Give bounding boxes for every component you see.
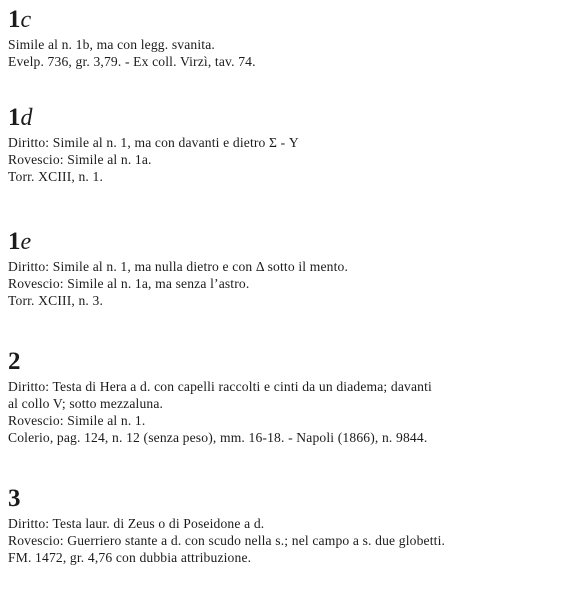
catalog-entry-1c: [8, 6, 578, 70]
entry-heading: [8, 104, 578, 134]
entry-heading: [8, 485, 578, 515]
entry-line: Rovescio: Guerriero stante a d. con scudo nella s.; nel campo a s. due globetti.: [8, 533, 446, 548]
catalog-entry-2: [8, 348, 578, 446]
entry-number: 3: [8, 485, 21, 512]
entry-heading: [8, 6, 578, 36]
entry-number: 1: [8, 228, 21, 255]
entry-line: Rovescio: Simile al n. 1a, ma senza l’astro.: [8, 276, 250, 291]
entry-suffix: e: [20, 229, 32, 255]
entry-line: Diritto: Simile al n. 1, ma con davanti e dietro Σ - Y: [8, 135, 299, 150]
entry-suffix: d: [20, 105, 33, 131]
entry-line: Evelp. 736, gr. 3,79. - Ex coll. Virzì, tav. 74.: [8, 54, 256, 69]
catalog-entry-1e: [8, 228, 578, 309]
entry-number: 1: [8, 104, 21, 131]
entry-line: Diritto: Testa laur. di Zeus o di Poseidone a d.: [8, 516, 265, 531]
catalog-entry-1d: [8, 104, 578, 185]
entry-line: Simile al n. 1b, ma con legg. svanita.: [8, 37, 215, 52]
entry-line: Rovescio: Simile al n. 1a.: [8, 152, 152, 167]
entry-suffix: c: [20, 7, 32, 33]
entry-line: FM. 1472, gr. 4,76 con dubbia attribuzione.: [8, 550, 252, 565]
entry-line: al collo V; sotto mezzaluna.: [8, 396, 164, 411]
entry-heading: [8, 228, 578, 258]
entry-line: Torr. XCIII, n. 1.: [8, 169, 104, 184]
entry-number: 1: [8, 6, 21, 33]
entry-line: Torr. XCIII, n. 3.: [8, 293, 104, 308]
entry-line: Diritto: Simile al n. 1, ma nulla dietro e con Δ sotto il mento.: [8, 259, 349, 274]
catalog-entry-3: [8, 485, 578, 566]
entry-heading: [8, 348, 578, 378]
entry-line: Colerio, pag. 124, n. 12 (senza peso), mm. 16-18. - Napoli (1866), n. 9844.: [8, 430, 428, 445]
entry-line: Rovescio: Simile al n. 1.: [8, 413, 146, 428]
entry-number: 2: [8, 348, 21, 375]
entry-line: Diritto: Testa di Hera a d. con capelli raccolti e cinti da un diadema; davanti: [8, 379, 432, 394]
